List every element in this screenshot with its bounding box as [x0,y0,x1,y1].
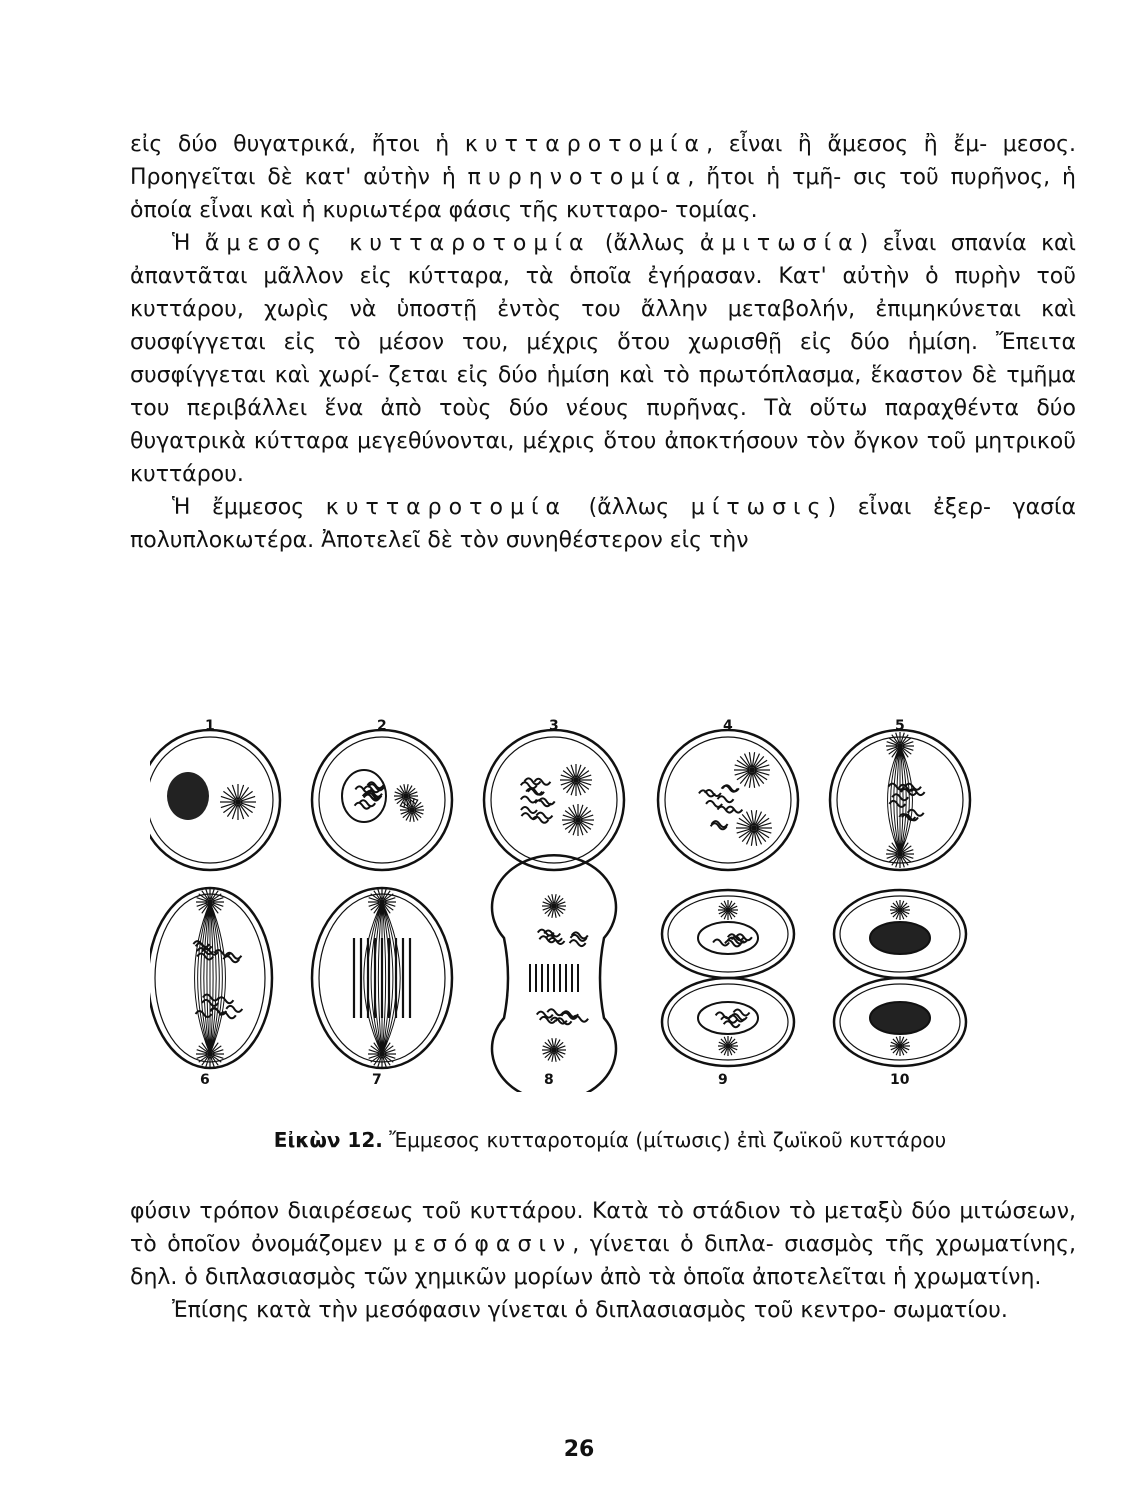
mitosis-figure [150,712,1050,1092]
text-run: δύο θυγατρικὰ κύτταρα μεγεθύνονται, μέχρις ὅτου ἀποκτήσουν τὸν [130,396,1076,454]
stage-number: 9 [718,1072,728,1088]
spaced-term: μεσόφασιν [392,1232,573,1257]
stage-number: 6 [200,1072,210,1088]
text-run: μεσος. Προηγεῖται δὲ κατ' αὐτὴν ἡ [130,132,1076,190]
bottom-paragraph [130,1195,1076,1294]
text-run: , ἤτοι ἡ τμῆ- [687,165,842,190]
mitosis-stages [150,718,970,1092]
text-run: γασία πολυπλοκωτέρα. Ἀποτελεῖ δὲ τὸν συνηθέστερον εἰς τὴν [130,495,1076,553]
stage-number: 3 [549,718,559,734]
stage-4 [658,718,798,870]
top-paragraph [130,227,1076,491]
text-run: ἄλλην μεταβολήν, ἐπιμηκύνεται καὶ συσφίγγεται εἰς τὸ μέσον του, [130,297,1076,355]
stage-2 [312,718,452,870]
spaced-term: κυτταροτομία [325,495,568,520]
stage-number: 2 [377,718,387,734]
text-run: Ἡ [172,231,205,256]
spaced-term: ἄμεσος κυτταροτομία [204,231,591,256]
bottom-paragraph [130,1294,1076,1327]
spaced-term: πυρηνοτομία [467,165,688,190]
stage-3 [484,718,624,870]
text-run: ἀπὸ τὰ ὁποῖα ἀποτελεῖται ἡ χρωματίνη. [600,1265,1042,1290]
stage-number: 1 [205,718,215,734]
text-run: ) εἶναι [859,231,937,256]
spaced-term: κυτταροτομία [464,132,707,157]
stage-10 [834,890,966,1088]
stage-number: 4 [723,718,733,734]
text-run: ζεται εἰς δύο ἡμίση καὶ τὸ πρωτόπλασμα, ἕκαστον δὲ τμῆμα του [130,363,1077,421]
stage-8 [492,855,616,1092]
text-run: ) εἶναι ἐξερ- [827,495,991,520]
stage-number: 10 [890,1072,910,1088]
stage-number: 8 [544,1072,554,1088]
stage-5 [830,718,970,870]
text-run: (ἄλλως [567,495,691,520]
caption-label: Εἰκὼν 12. [273,1128,383,1152]
top-paragraph [130,491,1076,557]
text-run: σωματίου. [893,1298,1008,1323]
stage-6 [150,888,272,1088]
stage-9 [662,890,794,1088]
stage-1 [150,718,280,870]
stage-number: 7 [372,1072,382,1088]
text-run: Ἡ ἔμμεσος [172,495,326,520]
text-run: φύσιν τρόπον διαιρέσεως τοῦ κυττάρου. Κατὰ τὸ στάδιον τὸ μεταξὺ [130,1199,903,1224]
text-run: σιασμὸς τῆς χρωματίνης, δηλ. ὁ διπλασιασμὸς τῶν χημικῶν μορίων [130,1232,1076,1290]
stage-7 [312,888,452,1088]
text-run: , γίνεται ὁ διπλα- [572,1232,774,1257]
text-run: ὄγκον τοῦ μητρικοῦ κυττάρου. [130,429,1076,487]
text-run: Κατ' αὐτὴν ὁ πυρὴν τοῦ κυττάρου, χωρὶς νὰ ὑποστῇ ἐντὸς του [130,264,1076,322]
text-run: σις τοῦ πυρῆνος, ἡ ὁποία εἶναι καὶ ἡ κυριωτέρα φάσις τῆς κυτταρο- [130,165,1076,223]
caption-text: Ἔμμεσος κυτταροτομία (μίτωσις) ἐπὶ ζωϊκοῦ κυττάρου [382,1128,947,1152]
top-paragraph [130,128,1076,227]
text-block-bottom [130,1195,1076,1327]
text-run: , εἶναι ἢ ἄμεσος ἢ ἔμ- [706,132,988,157]
text-run: εἰς δύο θυγατρικά, ἤτοι ἡ [130,132,465,157]
text-run: περιβάλλει ἕνα ἀπὸ τοὺς δύο νέους πυρῆνας. Τὰ οὕτω παραχθέντα [186,396,1020,421]
text-run: Ἐπίσης κατὰ τὴν μεσόφασιν γίνεται ὁ διπλασιασμὸς τοῦ κεντρο- [172,1298,887,1323]
text-run: μέχρις ὅτου χωρισθῇ εἰς δύο ἡμίση. Ἔπειτα συσφίγγεται καὶ χωρί- [130,330,1076,388]
text-run: σπανία καὶ ἀπαντᾶται μᾶλλον εἰς κύτταρα, τὰ ὁποῖα ἐγήρασαν. [130,231,1076,289]
spaced-term: μίτωσις [690,495,828,520]
text-run: (ἄλλως [590,231,700,256]
text-run: δύο μιτώσεων, τὸ ὁποῖον ὀνομάζομεν [130,1199,1076,1257]
text-run: τομίας. [675,198,758,223]
stage-number: 5 [895,718,905,734]
page-number: 26 [563,1437,595,1462]
spaced-term: ἀμιτωσία [699,231,860,256]
text-block-top [130,128,1076,557]
figure-caption [130,1128,1090,1152]
